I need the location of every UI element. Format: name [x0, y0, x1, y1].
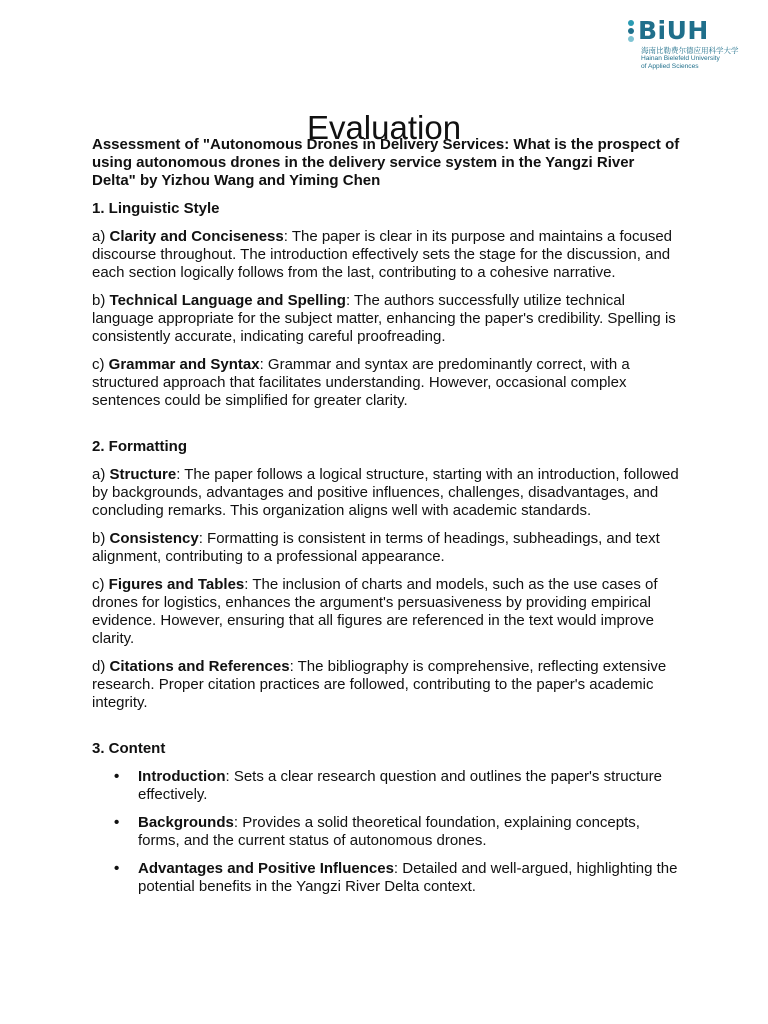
- paragraph-clarity: [92, 228, 682, 282]
- item-text: : Sets a clear research question and outlines the paper's structure effectively.: [138, 768, 662, 803]
- logo-english-name-line1: Hainan Bielefeld University: [641, 55, 720, 62]
- item-text: : The bibliography is comprehensive, reflecting extensive research. Proper citation practices are followed, contributing to the paper's academic integrity.: [92, 658, 667, 711]
- item-prefix: c): [92, 576, 109, 593]
- item-term: Technical Language and Spelling: [109, 292, 346, 309]
- item-prefix: b): [92, 292, 110, 309]
- item-term: Citations and References: [109, 658, 290, 675]
- bullet-icon: •: [114, 768, 120, 785]
- logo-wordmark: BiUH: [638, 16, 709, 45]
- logo-dot: [628, 36, 634, 42]
- item-prefix: c): [92, 356, 109, 373]
- logo-dots-icon: [627, 17, 636, 45]
- section-heading-content: 3. Content: [92, 740, 166, 757]
- paragraph-consistency: [92, 530, 682, 566]
- content-bullet-list: [92, 768, 682, 896]
- item-prefix: a): [92, 466, 110, 483]
- item-text: : The paper is clear in its purpose and maintains a focused discourse throughout. The introduction effectively sets the stage for the discussion, and each section logically follows from the last, contributing to a cohesive narrative.: [92, 228, 673, 281]
- list-item: [92, 768, 682, 804]
- list-item: [92, 860, 682, 896]
- item-text: : Grammar and syntax are predominantly correct, with a structured approach that facilitates understanding. However, occasional complex sentences could be simplified for greater clarity.: [92, 356, 630, 409]
- logo-chinese-name: 海南比勒费尔德应用科学大学: [641, 46, 739, 55]
- item-text: : Provides a solid theoretical foundation, explaining concepts, forms, and the current status of autonomous drones.: [138, 814, 640, 849]
- paragraph-grammar: [92, 356, 682, 410]
- item-text: : Detailed and well-argued, highlighting the potential benefits in the Yangzi River Delta context.: [138, 860, 678, 895]
- section-heading-linguistic-style: 1. Linguistic Style: [92, 200, 220, 217]
- item-term: Introduction: [138, 768, 226, 785]
- paragraph-citations: [92, 658, 682, 712]
- item-term: Clarity and Conciseness: [109, 228, 284, 245]
- item-prefix: b): [92, 530, 110, 547]
- list-item: [92, 814, 682, 850]
- item-term: Structure: [109, 466, 177, 483]
- logo-dot: [628, 20, 634, 26]
- item-term: Grammar and Syntax: [108, 356, 260, 373]
- item-term: Figures and Tables: [108, 576, 245, 593]
- university-logo: [627, 16, 745, 80]
- item-text: : The inclusion of charts and models, such as the use cases of drones for logistics, enhances the argument's persuasiveness by providing empirical evidence. However, ensuring that all figures are referenced in the text would improve clarity.: [92, 576, 658, 647]
- item-term: Advantages and Positive Influences: [138, 860, 394, 877]
- item-text: : The paper follows a logical structure, starting with an introduction, followed by backgrounds, advantages and positive influences, challenges, disadvantages, and concluding remarks. This organization aligns well with academic standards.: [92, 466, 679, 519]
- logo-dot: [628, 28, 634, 34]
- logo-english-name-line2: of Applied Sciences: [641, 63, 699, 70]
- page-title: Evaluation: [306, 109, 462, 147]
- section-heading-formatting: 2. Formatting: [92, 438, 188, 455]
- paragraph-structure: [92, 466, 682, 520]
- bullet-icon: •: [114, 860, 120, 877]
- item-text: : The authors successfully utilize technical language appropriate for the subject matter, enhancing the paper's credibility. Spelling is consistently accurate, indicating careful proofreading.: [92, 292, 676, 345]
- document-body: [92, 136, 682, 906]
- item-prefix: a): [92, 228, 110, 245]
- paragraph-figures-tables: [92, 576, 682, 648]
- item-term: Backgrounds: [138, 814, 234, 831]
- paragraph-technical-language: [92, 292, 682, 346]
- bullet-icon: •: [114, 814, 120, 831]
- item-text: : Formatting is consistent in terms of headings, subheadings, and text alignment, contributing to a professional appearance.: [92, 530, 660, 565]
- item-prefix: d): [92, 658, 110, 675]
- assessment-lead: Assessment of "Autonomous Drones in Delivery Services: What is the prospect of using autonomous drones in the delivery service system in the Yangzi River Delta" by Yizhou Wang and Yiming Chen: [92, 136, 680, 189]
- logo-mark: [627, 16, 745, 46]
- item-term: Consistency: [109, 530, 199, 547]
